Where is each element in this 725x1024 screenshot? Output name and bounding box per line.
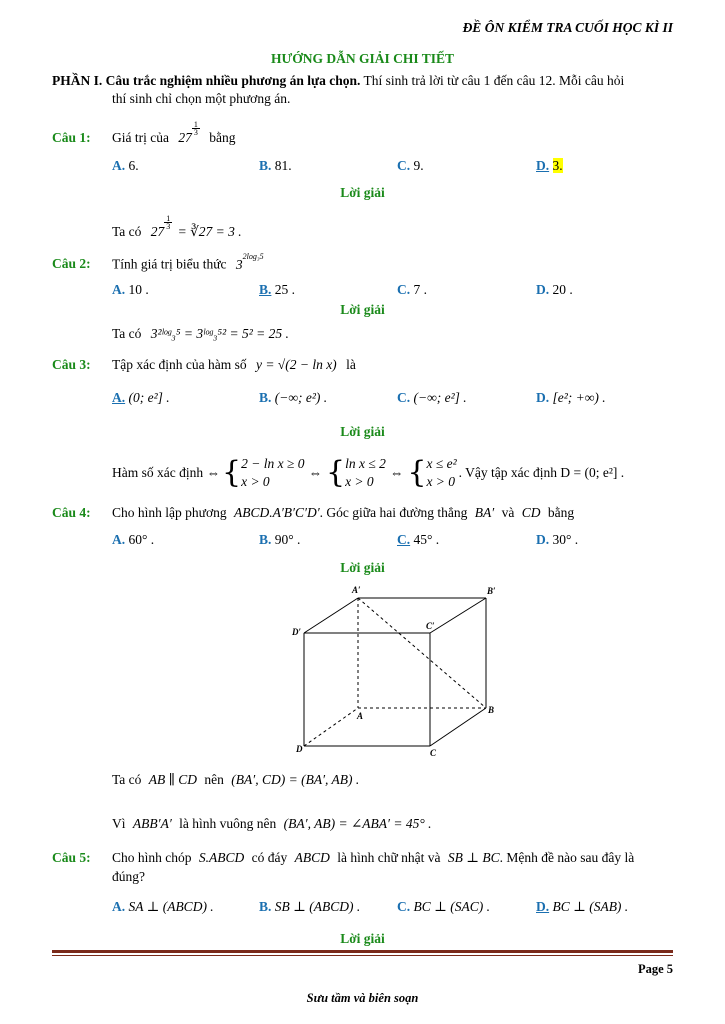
q1-exponent xyxy=(192,120,202,142)
q1-sol-prefix: Ta có xyxy=(112,224,142,239)
q4-option-key: B. xyxy=(259,532,272,547)
q3-option-key: B. xyxy=(259,390,272,405)
q3-option-d[interactable] xyxy=(536,390,606,406)
part1-text: Thí sinh trả lời từ câu 1 đến câu 12. Mỗi câu hỏi xyxy=(363,73,625,88)
q4-option-a[interactable] xyxy=(112,532,154,548)
q5-option-key: B. xyxy=(259,899,272,914)
q3-expr: y = √(2 − ln x) xyxy=(255,357,337,372)
q3-option-b[interactable] xyxy=(259,390,327,406)
q5-tail: . Mệnh đề nào sau đây là xyxy=(499,850,635,865)
label-d: D xyxy=(296,744,303,754)
q4-option-value: 90° . xyxy=(274,532,301,547)
q4-solution-line1 xyxy=(112,772,359,788)
q1-option-key: C. xyxy=(397,158,411,173)
q3-sys3-a: x ≤ e² xyxy=(426,456,457,471)
q5-option-value: SA ⊥ (ABCD) . xyxy=(128,899,214,914)
q2-solution xyxy=(112,326,289,342)
q3-sys1-a: 2 − ln x ≥ 0 xyxy=(241,456,305,471)
q3-option-a[interactable] xyxy=(112,390,170,406)
edge-d-a-hidden xyxy=(304,708,358,746)
q1-sol-base: 27 xyxy=(150,224,165,239)
q1-expr: 27 xyxy=(178,130,192,145)
part1-bold-text: Câu trắc nghiệm nhiều phương án lựa chọn. xyxy=(105,73,361,88)
q4-e1: BA′ xyxy=(474,505,495,520)
q1-label: Câu 1: xyxy=(52,130,91,145)
q5-option-b[interactable] xyxy=(259,899,360,915)
q5-option-key-correct: D. xyxy=(536,899,550,914)
edge-c-b xyxy=(430,708,486,746)
q4-label: Câu 4: xyxy=(52,505,91,520)
q5-option-d[interactable] xyxy=(536,899,628,915)
q1-option-d[interactable] xyxy=(536,158,563,174)
q5-option-a[interactable] xyxy=(112,899,214,915)
q2-sol-prefix: Ta có xyxy=(112,326,142,341)
q3-sol-tail: . Vậy tập xác định D = (0; e²] . xyxy=(458,465,625,480)
q5-prompt-text: Cho hình chóp xyxy=(112,850,192,865)
q4-expr: ABCD.A′B′C′D′ xyxy=(233,505,320,520)
page-number: Page 5 xyxy=(637,962,673,976)
q3-option-key-correct: A. xyxy=(112,390,126,405)
label-c1: C′ xyxy=(426,621,435,631)
q1-exp-den: 3 xyxy=(193,128,198,137)
label-b1: B′ xyxy=(487,586,496,596)
q2-solution-label: Lời giải xyxy=(340,302,385,317)
q5-option-value: BC ⊥ (SAC) . xyxy=(413,899,490,914)
q4-option-value: 45° . xyxy=(413,532,440,547)
q3-system-3 xyxy=(426,455,456,491)
q1-sol-expr: = ∛27 = 3 . xyxy=(177,224,242,239)
footer-divider xyxy=(52,950,673,953)
q1-option-c[interactable] xyxy=(397,158,424,174)
q4-sol2-prefix: Vì xyxy=(112,816,126,831)
q1-solution xyxy=(112,214,242,240)
q3-option-value: (−∞; e²) . xyxy=(274,390,328,405)
q2-option-value: 25 . xyxy=(274,282,296,297)
q5-option-value: BC ⊥ (SAB) . xyxy=(552,899,629,914)
q1-sol-exponent xyxy=(164,214,174,236)
q1-option-b[interactable] xyxy=(259,158,292,174)
q3-brace-2: { xyxy=(325,455,346,490)
q5-label: Câu 5: xyxy=(52,850,91,865)
edge-d1-a1 xyxy=(304,598,358,633)
q1-sol-exp-den: 3 xyxy=(166,222,171,231)
q4-option-value: 30° . xyxy=(552,532,579,547)
q4-solution-line2 xyxy=(112,816,431,832)
q4-prompt xyxy=(112,505,574,521)
q2-option-d[interactable] xyxy=(536,282,573,298)
label-a1: A′ xyxy=(352,585,361,595)
cube-figure xyxy=(290,582,500,760)
q4-option-value: 60° . xyxy=(128,532,155,547)
q3-option-key: D. xyxy=(536,390,550,405)
part1-label: PHẦN I. xyxy=(52,73,103,88)
q5-e2: SB ⊥ BC xyxy=(447,850,500,865)
q2-exponent: 2log₃5 xyxy=(242,252,264,261)
q1-option-value-highlighted: 3. xyxy=(552,158,563,173)
q4-sol2-expr: ABB′A′ xyxy=(132,816,172,831)
q3-option-value: (−∞; e²] . xyxy=(413,390,467,405)
q1-tail: bằng xyxy=(209,130,236,145)
q5-e1: ABCD xyxy=(294,850,330,865)
q5-solution-label: Lời giải xyxy=(340,931,385,946)
q3-prompt xyxy=(112,357,356,373)
q5-option-key: C. xyxy=(397,899,411,914)
q4-option-key-correct: C. xyxy=(397,532,411,547)
q4-option-c[interactable] xyxy=(397,532,439,548)
diagonal-a1-b xyxy=(358,598,486,708)
q2-prompt xyxy=(112,252,264,273)
q5-option-c[interactable] xyxy=(397,899,490,915)
q4-sol1-angle: (BA′, CD) = (BA′, AB) . xyxy=(231,772,360,787)
q1-option-key: A. xyxy=(112,158,126,173)
q3-tail: là xyxy=(346,357,356,372)
q3-option-value: (0; e²] . xyxy=(128,390,170,405)
part1-text-line2: thí sinh chỉ chọn một phương án. xyxy=(112,91,291,106)
q4-sol1-mid: nên xyxy=(204,772,224,787)
q1-solution-label: Lời giải xyxy=(340,185,385,200)
q4-sol1-prefix: Ta có xyxy=(112,772,142,787)
q1-prompt-text: Giá trị của xyxy=(112,130,169,145)
label-b: B xyxy=(488,705,495,715)
q1-prompt xyxy=(112,120,236,146)
section-title: HƯỚNG DẪN GIẢI CHI TIẾT xyxy=(270,51,455,66)
q3-brace-3: { xyxy=(407,455,427,490)
q2-option-a[interactable] xyxy=(112,282,149,298)
footer-credit: Sưu tầm và biên soạn xyxy=(306,991,419,1005)
q5-option-value: SB ⊥ (ABCD) . xyxy=(274,899,361,914)
q3-system-2 xyxy=(345,455,386,491)
q2-option-key: D. xyxy=(536,282,550,297)
q3-option-c[interactable] xyxy=(397,390,467,406)
q1-option-key: B. xyxy=(259,158,272,173)
q3-solution: Hàm số xác định ⇔ { 2 − ln x ≥ 0 x > 0 ⇔ { ln x ≤ 2 x > 0 ⇔ { x ≤ e² x > 0 . Vậy tập xác định D = (0; e²] . xyxy=(112,455,625,490)
q5-option-key: A. xyxy=(112,899,126,914)
q3-brace-1: { xyxy=(221,455,242,490)
q2-option-value: 10 . xyxy=(128,282,149,297)
q4-option-key: A. xyxy=(112,532,126,547)
q3-prompt-text: Tập xác định của hàm số xyxy=(112,357,247,372)
q1-option-a[interactable] xyxy=(112,158,139,174)
q3-option-value: [e²; +∞) . xyxy=(552,390,606,405)
q4-solution-label: Lời giải xyxy=(340,560,385,575)
q4-tail: bằng xyxy=(547,505,575,520)
q3-option-key: C. xyxy=(397,390,411,405)
label-d1: D′ xyxy=(292,627,302,637)
q4-option-d[interactable] xyxy=(536,532,578,548)
q2-option-key: C. xyxy=(397,282,411,297)
q4-option-key: D. xyxy=(536,532,550,547)
q4-prompt-text: Cho hình lập phương xyxy=(112,505,227,520)
q5-expr: S.ABCD xyxy=(198,850,245,865)
q1-option-value: 6. xyxy=(128,158,139,173)
edge-c1-b1 xyxy=(430,598,486,633)
label-a: A xyxy=(357,711,364,721)
q5-prompt-line2: đúng? xyxy=(112,869,145,884)
q2-expr: 3 xyxy=(235,256,243,272)
q4-option-b[interactable] xyxy=(259,532,300,548)
q1-option-key-correct: D. xyxy=(536,158,550,173)
q1-option-value: 9. xyxy=(413,158,424,173)
q2-prompt-text: Tính giá trị biểu thức xyxy=(112,256,227,272)
q1-option-value: 81. xyxy=(274,158,292,173)
q3-solution-label: Lời giải xyxy=(340,424,385,439)
q2-option-b[interactable] xyxy=(259,282,295,298)
q2-option-key-correct: B. xyxy=(259,282,272,297)
q4-mid: . Góc giữa hai đường thẳng xyxy=(319,505,468,520)
q1-exp-num: 1 xyxy=(193,120,198,129)
q4-sol2-mid: là hình vuông nên xyxy=(179,816,277,831)
q2-option-value: 20 . xyxy=(552,282,573,297)
q3-sys2-b: x > 0 xyxy=(345,474,374,489)
q4-sol2-angle: (BA′, AB) = ∠ABA′ = 45° . xyxy=(283,816,432,831)
q4-sol1-expr: AB ∥ CD xyxy=(148,772,198,787)
label-c: C xyxy=(430,748,437,758)
q3-sys2-a: ln x ≤ 2 xyxy=(345,456,386,471)
q1-sol-exp-num: 1 xyxy=(166,214,171,223)
q3-label: Câu 3: xyxy=(52,357,91,372)
q3-system-1 xyxy=(241,455,304,491)
q5-mid1: có đáy xyxy=(251,850,288,865)
q4-e2: CD xyxy=(521,505,541,520)
q5-mid2: là hình chữ nhật và xyxy=(337,850,441,865)
q2-label: Câu 2: xyxy=(52,256,91,271)
header-title: ĐỀ ÔN KIỂM TRA CUỐI HỌC KÌ II xyxy=(462,20,673,35)
footer-divider-thin xyxy=(52,955,673,956)
q3-sol-prefix: Hàm số xác định ⇔ xyxy=(112,465,220,480)
q2-sol-expr: 3²ˡᵒᵍ₃⁵ = 3ˡᵒᵍ₃⁵² = 5² = 25 . xyxy=(150,326,289,341)
q2-option-value: 7 . xyxy=(413,282,427,297)
q5-prompt xyxy=(112,850,634,866)
q3-sys3-b: x > 0 xyxy=(426,474,456,489)
q3-sys1-b: x > 0 xyxy=(241,474,270,489)
q4-and: và xyxy=(501,505,515,520)
part1-intro xyxy=(52,71,674,90)
q2-option-key: A. xyxy=(112,282,126,297)
q2-option-c[interactable] xyxy=(397,282,427,298)
